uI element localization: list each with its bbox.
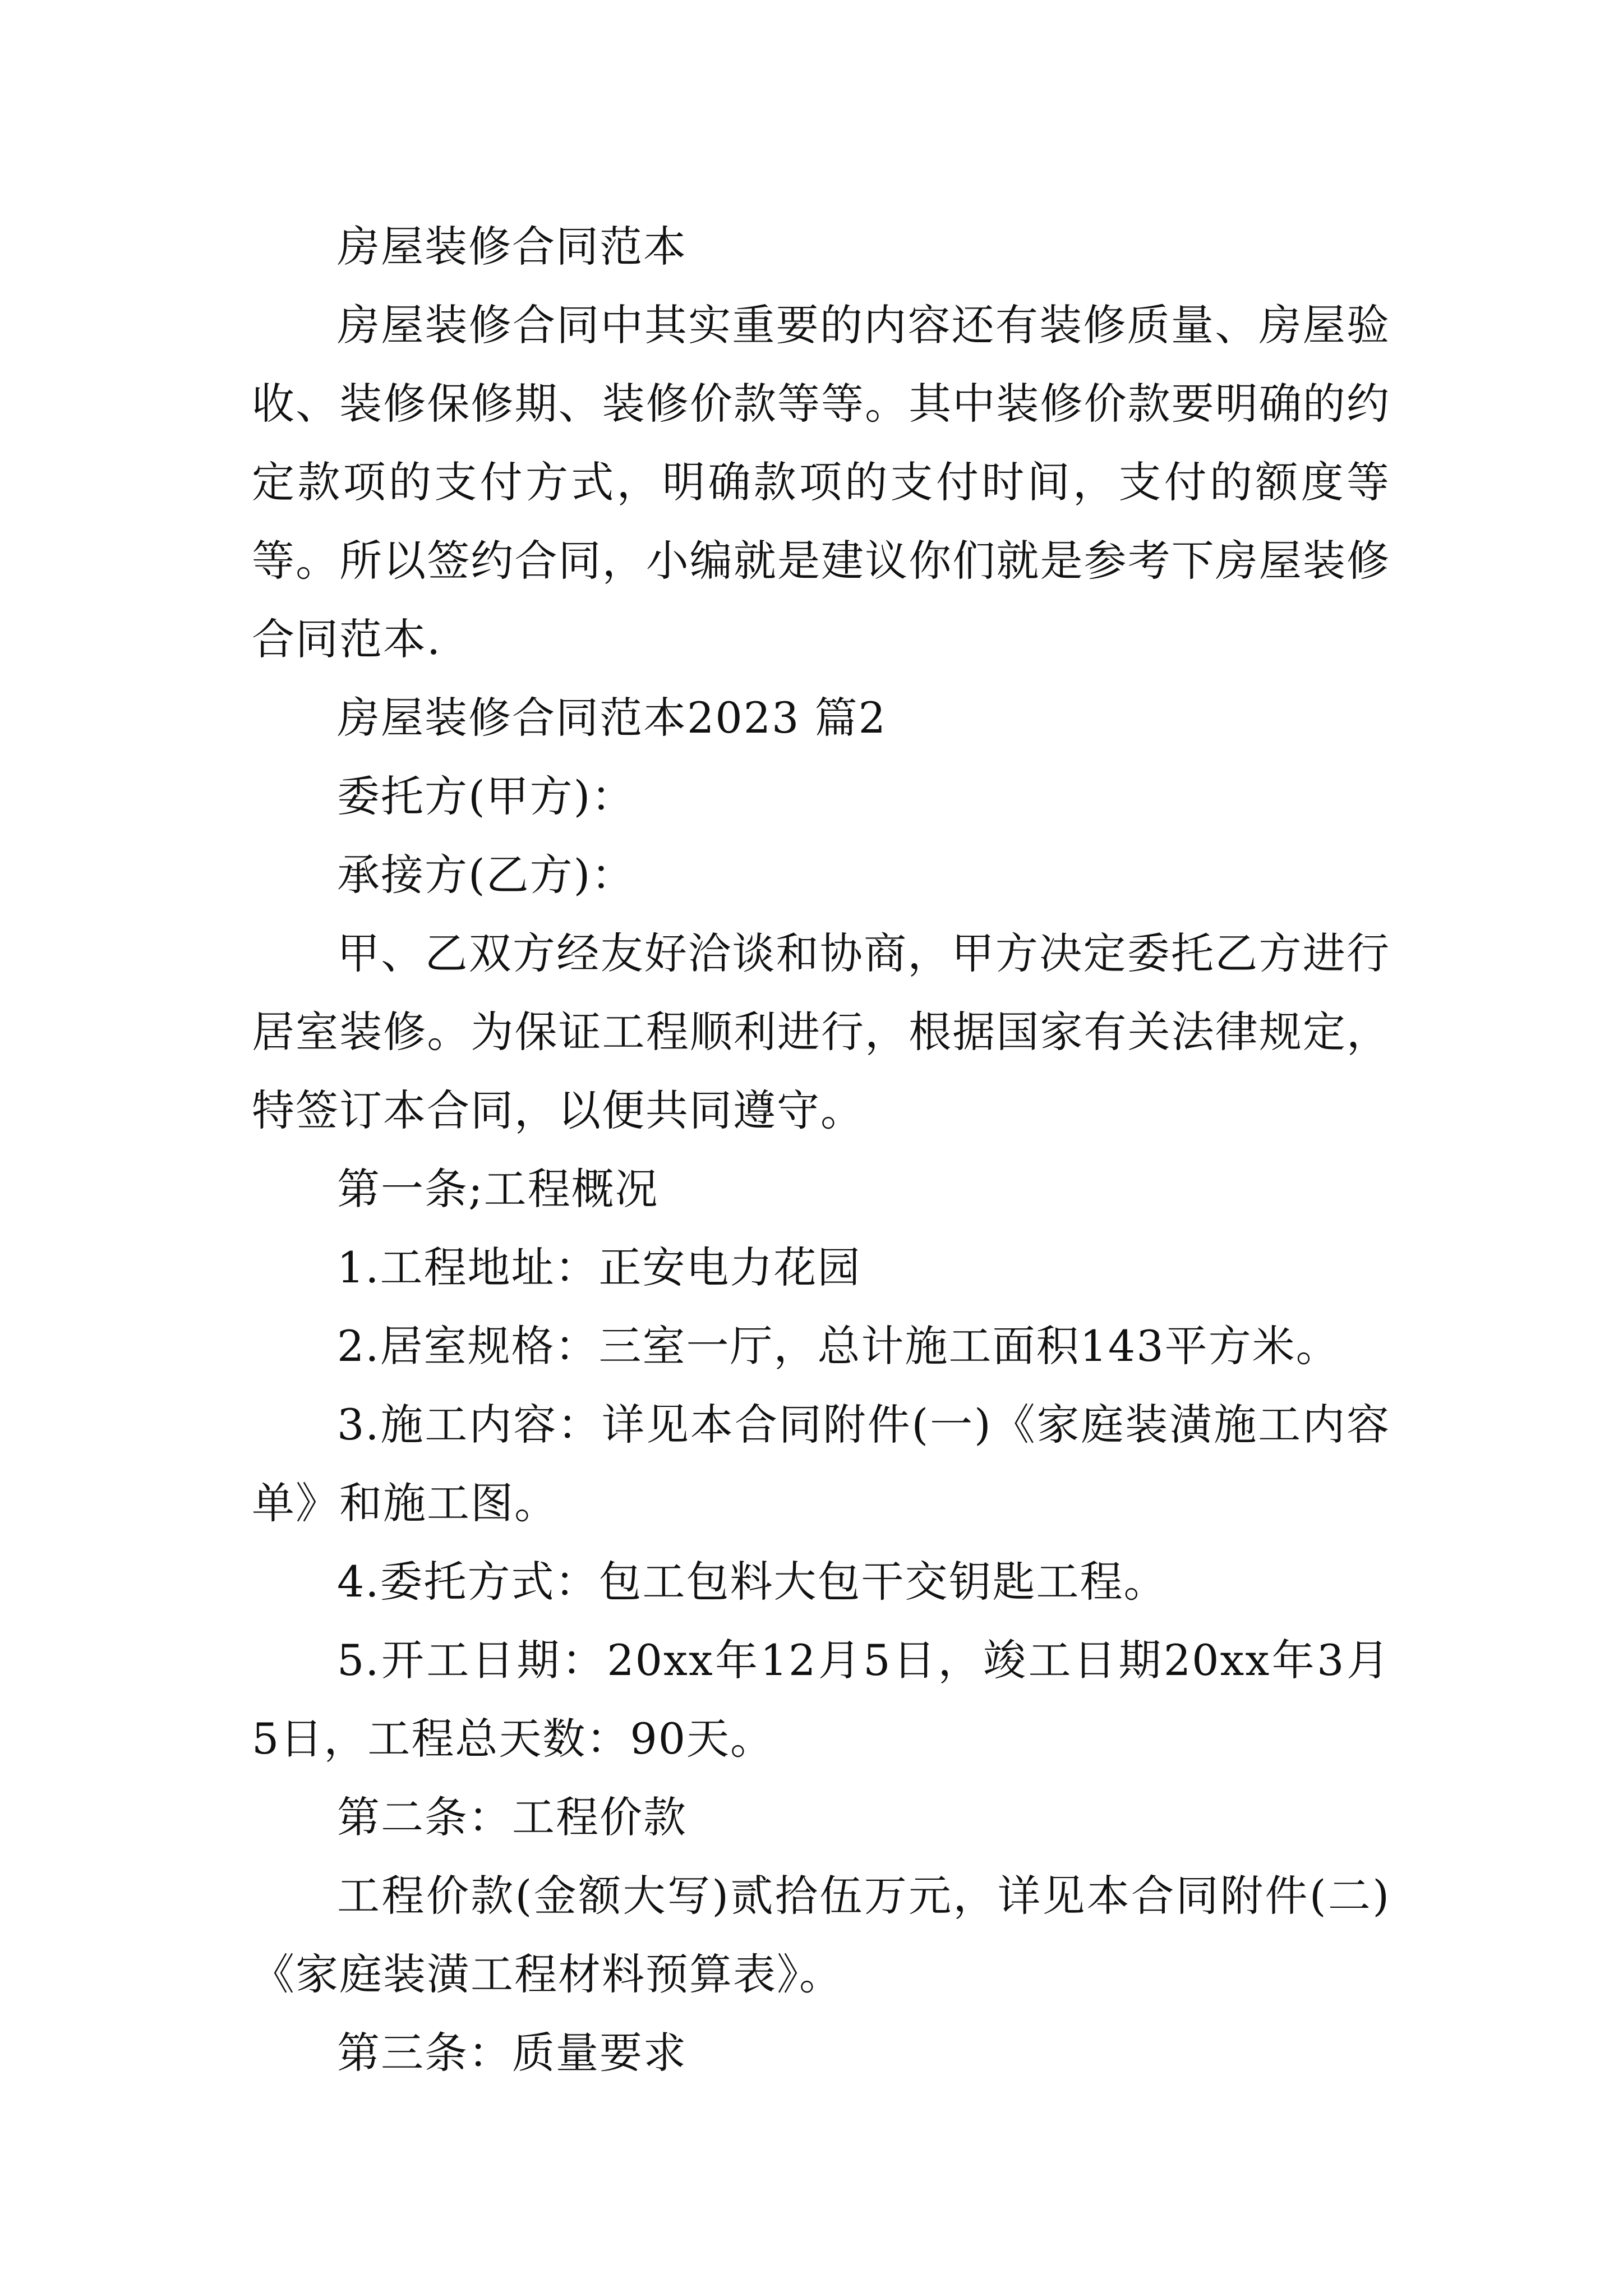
clause-1-5: 5.开工日期：20xx年12月5日，竣工日期20xx年3月5日，工程总天数：90天。: [252, 1635, 1390, 1764]
clause-1-1: 1.工程地址：正安电力花园: [337, 1243, 861, 1292]
party-a-line: 委托方(甲方)：: [337, 771, 635, 821]
article-3-heading: 第三条：质量要求: [337, 2028, 687, 2078]
clause-1-2: 2.居室规格：三室一厅，总计施工面积143平方米。: [337, 1321, 1340, 1371]
party-b-line: 承接方(乙方)：: [337, 850, 635, 900]
article-2-body: 工程价款(金额大写)贰拾伍万元，详见本合同附件(二)《家庭装潢工程材料预算表》。: [252, 1871, 1390, 1999]
intro-paragraph: 房屋装修合同中其实重要的内容还有装修质量、房屋验收、装修保修期、装修价款等等。其中装修价款要明确的约定款项的支付方式，明确款项的支付时间，支付的额度等等。所以签约合同，小编就是建议你们就是参考下房屋装修合同范本.: [252, 300, 1390, 664]
doc-title: 房屋装修合同范本: [337, 222, 687, 272]
preamble-paragraph: 甲、乙双方经友好洽谈和协商，甲方决定委托乙方进行居室装修。为保证工程顺利进行，根据国家有关法律规定，特签订本合同，以便共同遵守。: [252, 928, 1390, 1135]
clause-1-3: 3.施工内容：详见本合同附件(一)《家庭装潢施工内容单》和施工图。: [252, 1400, 1390, 1528]
article-2-heading: 第二条：工程价款: [337, 1792, 687, 1842]
document-body: [252, 208, 1390, 2092]
clause-1-4: 4.委托方式：包工包料大包干交钥匙工程。: [337, 1557, 1168, 1607]
article-1-heading: 第一条;工程概况: [337, 1164, 659, 1214]
section-heading: 房屋装修合同范本2023 篇2: [337, 693, 887, 743]
